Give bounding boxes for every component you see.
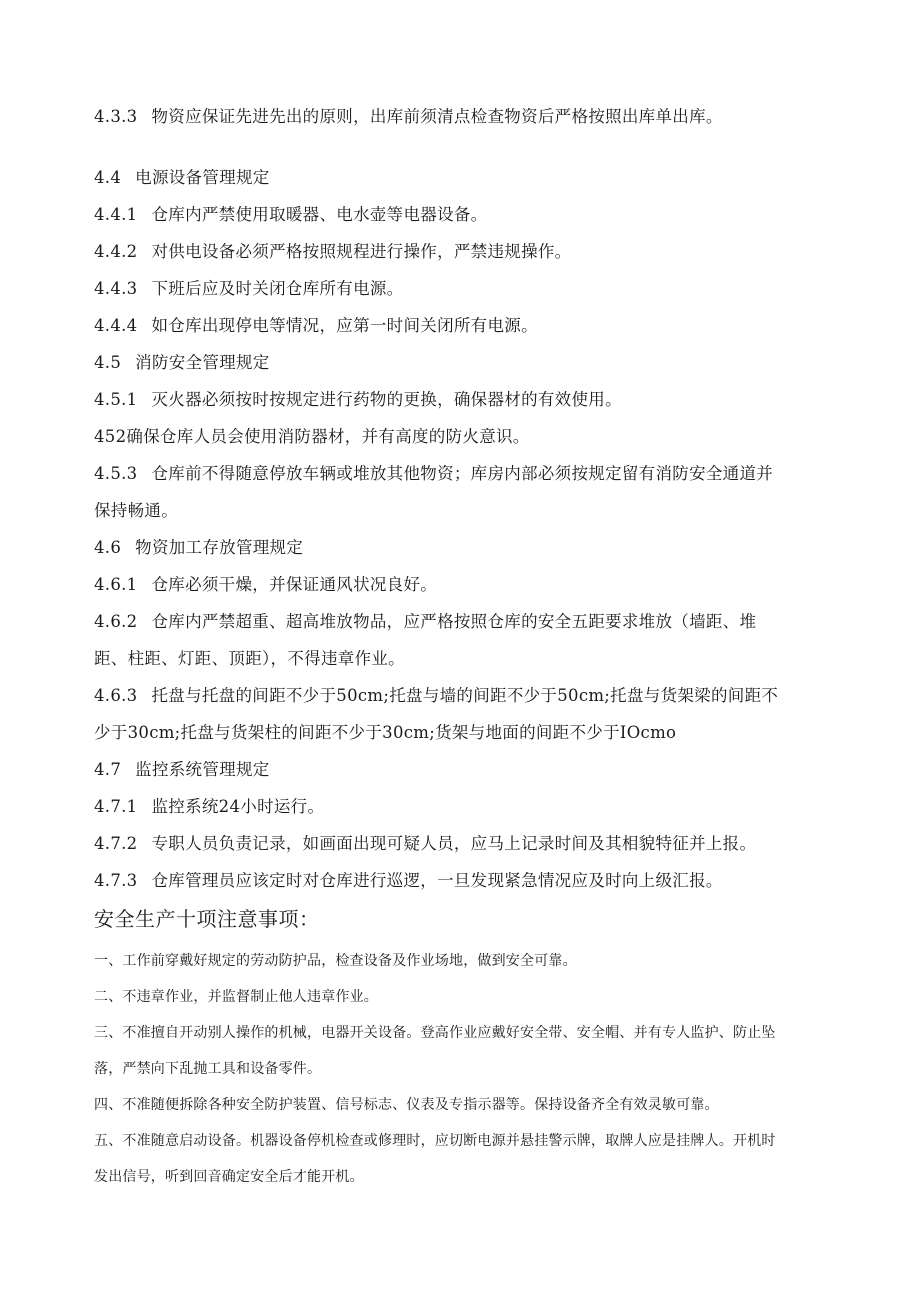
section-text: 如仓库出现停电等情况，应第一时间关闭所有电源。 [151, 316, 538, 335]
safety-item-1: 一、工作前穿戴好规定的劳动防护品，检查设备及作业场地，做到安全可靠。 [94, 953, 577, 969]
section-4-6-3-cont [94, 722, 676, 744]
safety-item-3-cont: 落，严禁向下乱抛工具和设备零件。 [94, 1061, 322, 1077]
section-number: 4.7.2 [94, 834, 138, 853]
section-text: 电源设备管理规定 [135, 168, 270, 187]
section-text: 托盘与托盘的间距不少于50cm;托盘与墙的间距不少于50cm;托盘与货架梁的间距不 [151, 686, 779, 705]
section-4-3-3 [94, 106, 723, 128]
section-4-6-2-cont [94, 648, 405, 670]
section-4-7-1 [94, 796, 324, 818]
section-text: 仓库必须干燥，并保证通风状况良好。 [151, 575, 438, 594]
section-text: 少于30cm;托盘与货架柱的间距不少于30cm;货架与地面的间距不少于IOcmo [94, 723, 677, 742]
section-number: 4.6.1 [94, 575, 138, 594]
section-4-7-heading [94, 759, 270, 781]
section-text: 下班后应及时关闭仓库所有电源。 [151, 279, 404, 298]
section-number: 4.4.3 [94, 279, 138, 298]
section-number: 4.4 [94, 168, 122, 187]
safety-item-5-cont: 发出信号，听到回音确定安全后才能开机。 [94, 1169, 364, 1185]
section-4-6-heading [94, 537, 303, 559]
section-text: 452确保仓库人员会使用消防器材，并有高度的防火意识。 [94, 427, 530, 446]
section-4-6-1 [94, 574, 437, 596]
section-4-6-3 [94, 685, 778, 707]
section-number: 4.6 [94, 538, 122, 557]
section-text: 距、柱距、灯距、顶距），不得违章作业。 [94, 649, 405, 668]
section-number: 4.6.3 [94, 686, 138, 705]
section-4-4-1 [94, 204, 487, 226]
section-text: 物资加工存放管理规定 [135, 538, 304, 557]
section-number: 4.5.3 [94, 464, 138, 483]
section-text: 物资应保证先进先出的原则，出库前须清点检查物资后严格按照出库单出库。 [151, 107, 723, 126]
safety-item-3: 三、不准擅自开动别人操作的机械，电器开关设备。登高作业应戴好安全带、安全帽、并有专人监护、防止坠 [94, 1025, 776, 1041]
section-4-4-heading [94, 167, 270, 189]
section-text: 保持畅通。 [94, 501, 178, 520]
section-4-7-2 [94, 833, 756, 855]
section-4-4-3 [94, 278, 403, 300]
section-text: 仓库前不得随意停放车辆或堆放其他物资；库房内部必须按规定留有消防安全通道并 [151, 464, 774, 483]
section-text: 灭火器必须按时按规定进行药物的更换，确保器材的有效使用。 [151, 390, 622, 409]
section-number: 4.7.1 [94, 797, 138, 816]
section-4-5-3 [94, 463, 773, 485]
section-4-5-heading [94, 352, 270, 374]
section-text: 仓库内严禁使用取暖器、电水壶等电器设备。 [151, 205, 488, 224]
section-4-6-2 [94, 611, 756, 633]
section-4-4-2 [94, 241, 571, 263]
section-number: 4.3.3 [94, 107, 138, 126]
section-number: 4.5.1 [94, 390, 138, 409]
section-text: 监控系统24小时运行。 [151, 797, 325, 816]
section-number: 4.4.2 [94, 242, 138, 261]
section-number: 4.6.2 [94, 612, 138, 631]
section-text: 监控系统管理规定 [135, 760, 270, 779]
safety-item-4: 四、不准随便拆除各种安全防护装置、信号标志、仪表及专指示器等。保持设备齐全有效灵敏可靠。 [94, 1097, 719, 1113]
section-4-7-3 [94, 870, 723, 892]
section-4-5-1 [94, 389, 622, 411]
section-text: 仓库内严禁超重、超高堆放物品，应严格按照仓库的安全五距要求堆放（墙距、堆 [151, 612, 757, 631]
safety-item-2: 二、不违章作业，并监督制止他人违章作业。 [94, 989, 378, 1005]
section-number: 4.4.1 [94, 205, 138, 224]
section-4-5-2 [94, 426, 530, 448]
section-number: 4.5 [94, 353, 122, 372]
safety-title: 安全生产十项注意事项： [94, 907, 320, 931]
safety-item-5: 五、不准随意启动设备。机器设备停机检查或修理时，应切断电源并悬挂警示牌，取牌人应是挂牌人。开机时 [94, 1133, 776, 1149]
section-text: 专职人员负责记录，如画面出现可疑人员，应马上记录时间及其相貌特征并上报。 [151, 834, 757, 853]
section-4-5-3-cont [94, 500, 178, 522]
section-number: 4.4.4 [94, 316, 138, 335]
section-4-4-4 [94, 315, 538, 337]
section-text: 对供电设备必须严格按照规程进行操作，严禁违规操作。 [151, 242, 572, 261]
section-text: 消防安全管理规定 [135, 353, 270, 372]
section-number: 4.7 [94, 760, 122, 779]
section-text: 仓库管理员应该定时对仓库进行巡逻，一旦发现紧急情况应及时向上级汇报。 [151, 871, 723, 890]
section-number: 4.7.3 [94, 871, 138, 890]
